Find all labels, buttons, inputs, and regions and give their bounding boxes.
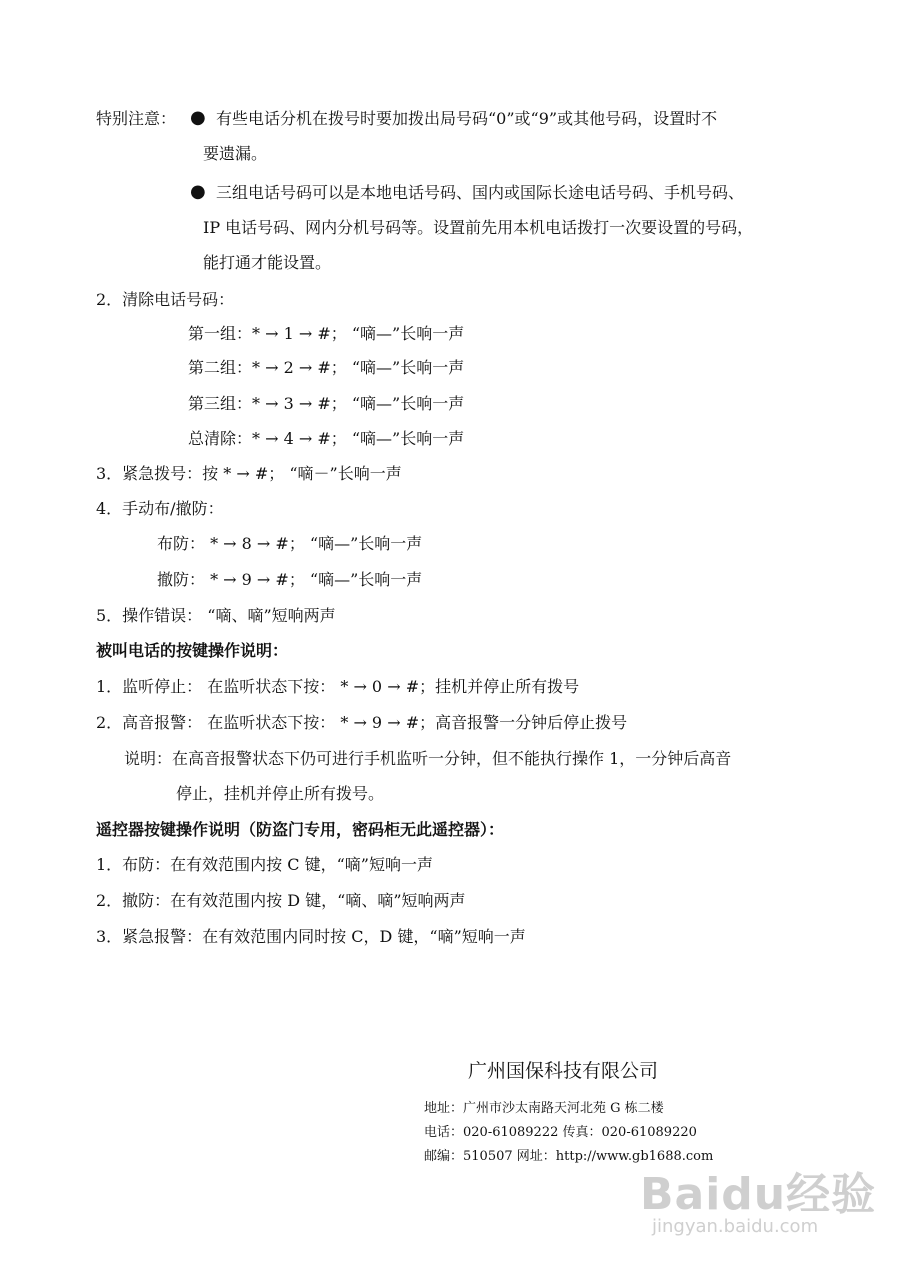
- note-2-line-2: IP 电话号码、网内分机号码等。设置前先用本机电话拨打一次要设置的号码，: [203, 218, 754, 237]
- called-item-2: 2．高音报警： 在监听状态下按： * → 9 → #；高音报警一分钟后停止拨号: [96, 713, 628, 732]
- called-note-line-2: 停止，挂机并停止所有拨号。: [176, 784, 385, 803]
- arm-row: 布防： * → 8 → #； “嘀—”长响一声: [157, 534, 423, 553]
- clear-row: 第三组：* → 3 → #； “嘀—”长响一声: [188, 394, 465, 413]
- note-2-line-1: 三组电话号码可以是本地电话号码、国内或国际长途电话号码、手机号码、: [216, 183, 745, 202]
- clear-row: 总清除：* → 4 → #； “嘀—”长响一声: [188, 429, 465, 448]
- section-3-title: 3．紧急拨号：按 * → #； “嘀－”长响一声: [96, 464, 402, 483]
- company-name: 广州国保科技有限公司: [468, 1060, 659, 1082]
- called-note-line-1: 说明：在高音报警状态下仍可进行手机监听一分钟，但不能执行操作 1，一分钟后高音: [124, 749, 732, 768]
- section-2-title: 2．清除电话号码：: [96, 290, 235, 309]
- remote-item-1: 1．布防：在有效范围内按 C 键，“嘀”短响一声: [96, 855, 433, 874]
- baidu-watermark-url: jingyan.baidu.com: [652, 1216, 819, 1237]
- called-item-1: 1．监听停止： 在监听状态下按： * → 0 → #；挂机并停止所有拨号: [96, 677, 580, 696]
- bullet-icon: ●: [190, 107, 206, 128]
- clear-row: 第二组：* → 2 → #； “嘀—”长响一声: [188, 358, 465, 377]
- note-2-line-3: 能打通才能设置。: [203, 253, 332, 272]
- remote-heading: 遥控器按键操作说明（防盗门专用，密码柜无此遥控器）：: [96, 820, 505, 839]
- postcode-website: 邮编：510507 网址：http://www.gb1688.com: [424, 1149, 714, 1164]
- bullet-icon: ●: [190, 181, 206, 202]
- note-1-line-1: 有些电话分机在拨号时要加拨出局号码“0”或“9”或其他号码，设置时不: [216, 109, 718, 128]
- called-heading: 被叫电话的按键操作说明：: [96, 641, 289, 660]
- section-5-title: 5．操作错误： “嘀、嘀”短响两声: [96, 606, 336, 625]
- note-1-line-2: 要遗漏。: [203, 144, 268, 163]
- address: 地址：广州市沙太南路天河北苑 G 栋二楼: [424, 1101, 664, 1116]
- notes-label: 特别注意：: [96, 109, 177, 128]
- phone-fax: 电话：020-61089222 传真：020-61089220: [424, 1125, 697, 1140]
- remote-item-3: 3．紧急报警：在有效范围内同时按 C，D 键，“嘀”短响一声: [96, 927, 526, 946]
- section-4-title: 4．手动布/撤防：: [96, 499, 224, 518]
- disarm-row: 撤防： * → 9 → #； “嘀—”长响一声: [157, 570, 423, 589]
- remote-item-2: 2．撤防：在有效范围内按 D 键，“嘀、嘀”短响两声: [96, 891, 466, 910]
- baidu-watermark-logo: Baidu经验: [640, 1169, 877, 1220]
- clear-row: 第一组：* → 1 → #； “嘀—”长响一声: [188, 324, 465, 343]
